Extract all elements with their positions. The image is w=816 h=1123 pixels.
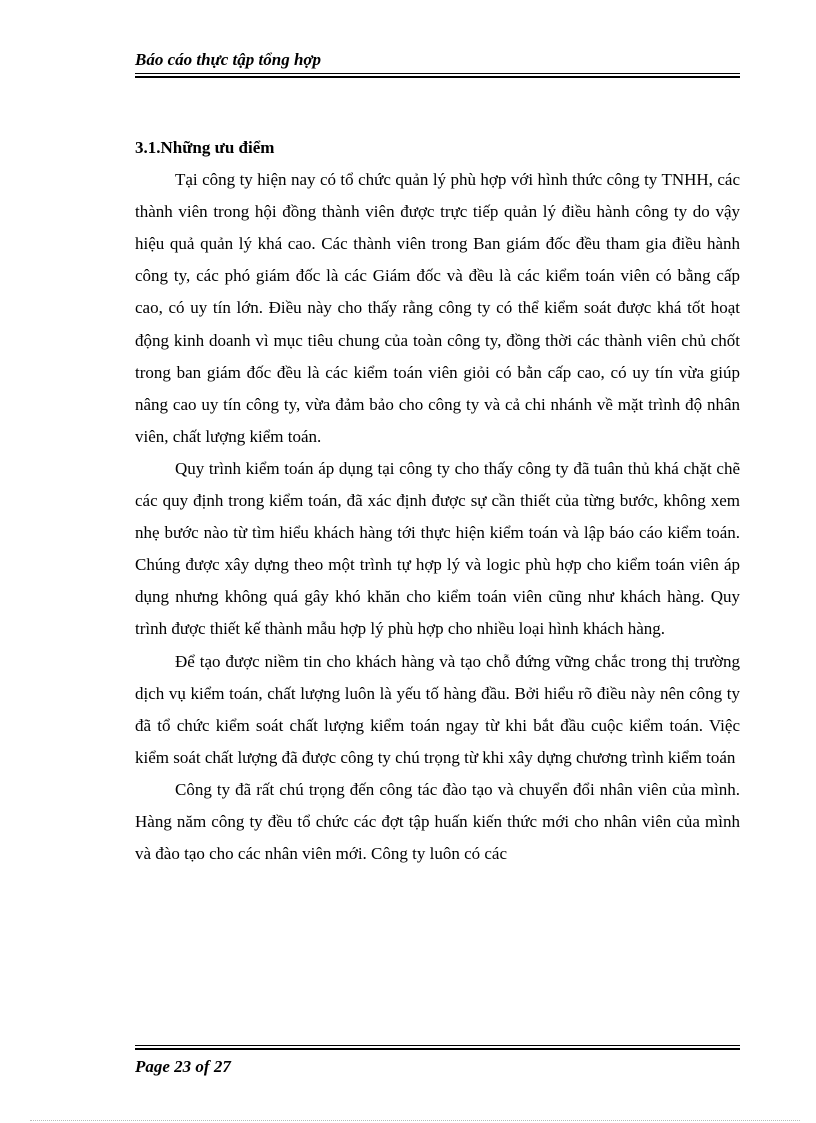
- section-heading: 3.1.Những ưu điểm: [135, 138, 275, 157]
- header-title: Báo cáo thực tập tổng hợp: [135, 50, 322, 69]
- header-rule-thin: [135, 73, 740, 74]
- page-edge-divider: [30, 1120, 800, 1121]
- paragraph-4: Công ty đã rất chú trọng đến công tác đào tạo và chuyển đổi nhân viên của mình. Hàng năm công ty đều tổ chức các đợt tập huấn kiến thức mới cho nhân viên của mình và đào tạo cho các nhân viên mới. Công ty luôn có các: [135, 779, 740, 864]
- footer-rule-thin: [135, 1045, 740, 1046]
- paragraph-1: Tại công ty hiện nay có tổ chức quản lý phù hợp với hình thức công ty TNHH, các thành viên trong hội đồng thành viên được trực tiếp quản lý điều hành công ty do vậy hiệu quả quản lý khá cao. Các thành viên trong Ban giám đốc đều tham gia điều hành công ty, các phó giám đốc là các Giám đốc và đều là các kiểm toán viên có bằng cấp cao, có uy tín lớn. Điều này cho thấy rằng công ty có thể kiểm soát được khá tốt hoạt động kinh doanh vì mục tiêu chung của toàn công ty, đồng thời các thành viên chủ chốt trong ban giám đốc đều là các kiểm toán viên giỏi có bằn cấp cao, có uy tín vừa giúp nâng cao uy tín công ty, vừa đảm bảo cho công ty và cả chi nhánh về mặt trình độ nhân viên, chất lượng kiểm toán.: [135, 170, 740, 446]
- page-footer: [135, 1045, 740, 1078]
- footer-rule-thick: [135, 1048, 740, 1050]
- page-number: Page 23 of 27: [135, 1057, 231, 1076]
- paragraph-2: Quy trình kiểm toán áp dụng tại công ty cho thấy công ty đã tuân thủ khá chặt chẽ các quy định trong kiểm toán, đã xác định được sự cần thiết của từng bước, không xem nhẹ bước nào từ tìm hiểu khách hàng tới thực hiện kiểm toán và lập báo cáo kiểm toán. Chúng được xây dựng theo một trình tự hợp lý và logic phù hợp cho kiểm toán viên áp dụng nhưng không quá gây khó khăn cho kiểm toán viên cũng như khách hàng. Quy trình được thiết kế thành mẫu hợp lý phù hợp cho nhiều loại hình khách hàng.: [135, 458, 740, 639]
- header-rule-thick: [135, 76, 740, 78]
- paragraph-3: Để tạo được niềm tin cho khách hàng và tạo chỗ đứng vững chắc trong thị trường dịch vụ kiểm toán, chất lượng luôn là yếu tố hàng đầu. Bởi hiểu rõ điều này nên công ty đã tổ chức kiểm soát chất lượng kiểm toán ngay từ khi bắt đầu cuộc kiểm toán. Việc kiểm soát chất lượng đã được công ty chú trọng từ khi xây dựng chương trình kiểm toán: [135, 651, 740, 767]
- page-header: [135, 49, 740, 78]
- page-body: [135, 132, 740, 870]
